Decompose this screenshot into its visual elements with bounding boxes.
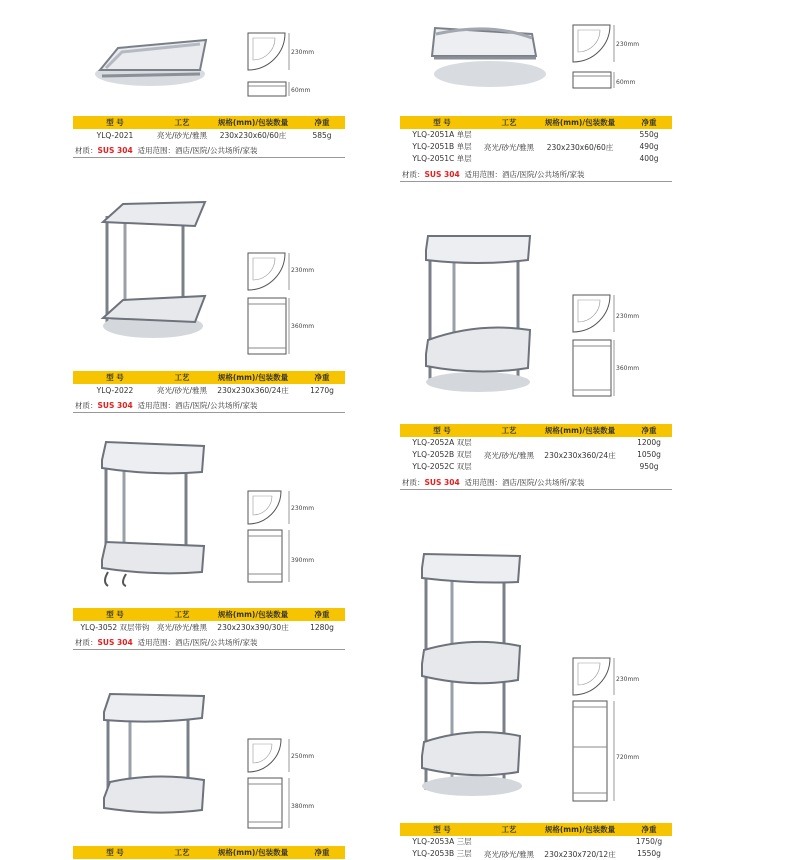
dim-depth-label: 380mm <box>291 803 315 810</box>
dimension-diagram-yl2052 <box>570 292 650 400</box>
dim-height-label: 230mm <box>616 41 640 48</box>
material-line: 材质：SUS 304 适用范围：酒店/医院/公共场所/家装 <box>73 636 345 650</box>
dimension-diagram-yl2051 <box>570 22 650 94</box>
table-row: YLQ-2053A 三层 YLQ-2053B 三层 亮光/砂光/雅黑 230x230x720/12庄 1750/g 1550g <box>412 837 663 859</box>
material-line: 材质：SUS 304 适用范围：酒店/医院/公共场所/家装 <box>400 476 672 490</box>
col-spec: 规格(mm)/包装数量 <box>217 118 289 127</box>
material-line: 材质：SUS 304 适用范围：酒店/医院/公共场所/家装 <box>400 168 672 182</box>
product-photo-yl2022 <box>95 196 215 346</box>
dim-depth-label: 60mm <box>291 87 311 94</box>
spec-table-yl2052 <box>400 424 672 490</box>
dimension-diagram-yl3052 <box>245 488 325 588</box>
dim-height-label: 230mm <box>616 313 640 320</box>
dim-height-label: 250mm <box>291 753 315 760</box>
dim-height-label: 230mm <box>291 505 315 512</box>
table-row: YLQ-2052A 双层 YLQ-2052B 双层 YLQ-2052C 双层 亮光/砂光/雅黑 230x230x360/24庄 1200g 1050g 950g <box>412 438 661 471</box>
col-model: 型 号 <box>106 118 124 127</box>
product-photo-yl2051 <box>420 14 550 90</box>
table-row: YLQ-3052 双层带钩 亮光/砂光/雅黑 230x230x390/30庄 1280g <box>80 622 334 632</box>
dim-depth-label: 60mm <box>616 79 636 86</box>
product-photo-yl2021 <box>88 30 218 92</box>
product-photo-yl5 <box>96 688 214 824</box>
spec-table-yl3052 <box>73 608 345 650</box>
material-line: 材质：SUS 304 适用范围：酒店/医院/公共场所/家装 <box>73 399 345 413</box>
dim-depth-label: 720mm <box>616 754 640 761</box>
table-row: YLQ-2022 亮光/砂光/雅黑 230x230x360/24庄 1270g <box>96 385 334 395</box>
dimension-diagram-yl5 <box>245 736 325 836</box>
spec-header: 型 号 工艺 规格(mm)/包装数量 净重 <box>400 424 672 437</box>
dim-height-label: 230mm <box>616 676 640 683</box>
spec-table-yl5 <box>73 846 345 859</box>
spec-header: 型 号 工艺 规格(mm)/包装数量 净重 <box>73 608 345 621</box>
dimension-diagram-yl2022 <box>245 250 325 358</box>
dim-depth-label: 360mm <box>291 323 315 330</box>
table-row: YLQ-2021 亮光/砂光/雅黑 230x230x60/60庄 585g <box>96 130 332 140</box>
spec-header <box>73 116 345 129</box>
product-photo-yl2053 <box>412 550 532 812</box>
dimension-diagram-yl2021 <box>245 30 325 102</box>
dim-height-label: 230mm <box>291 49 315 56</box>
dim-height-label: 230mm <box>291 267 315 274</box>
spec-table-yl2022 <box>73 371 345 413</box>
spec-table-yl2021 <box>73 116 345 158</box>
spec-table-yl2051 <box>400 116 672 182</box>
material-line: 材质：SUS 304 适用范围：酒店/医院/公共场所/家装 <box>73 144 345 158</box>
dim-depth-label: 390mm <box>291 557 315 564</box>
spec-table-yl2053 <box>400 823 672 860</box>
dimension-diagram-yl2053 <box>570 655 650 805</box>
spec-header: 型 号 工艺 规格(mm)/包装数量 净重 <box>400 823 672 836</box>
product-photo-yl3052 <box>94 432 214 588</box>
col-process: 工艺 <box>174 118 190 127</box>
dim-depth-label: 360mm <box>616 365 640 372</box>
spec-header: 型 号 工艺 规格(mm)/包装数量 净重 <box>73 371 345 384</box>
table-row: YLQ-2051A 单层 YLQ-2051B 单层 YLQ-2051C 单层 亮光/砂光/雅黑 230x230x60/60庄 550g 490g 400g <box>412 130 659 163</box>
col-weight: 净重 <box>314 118 330 127</box>
spec-header: 型 号 工艺 规格(mm)/包装数量 净重 <box>400 116 672 129</box>
spec-header: 型 号 工艺 规格(mm)/包装数量 净重 <box>73 846 345 859</box>
product-photo-yl2052 <box>418 230 536 392</box>
